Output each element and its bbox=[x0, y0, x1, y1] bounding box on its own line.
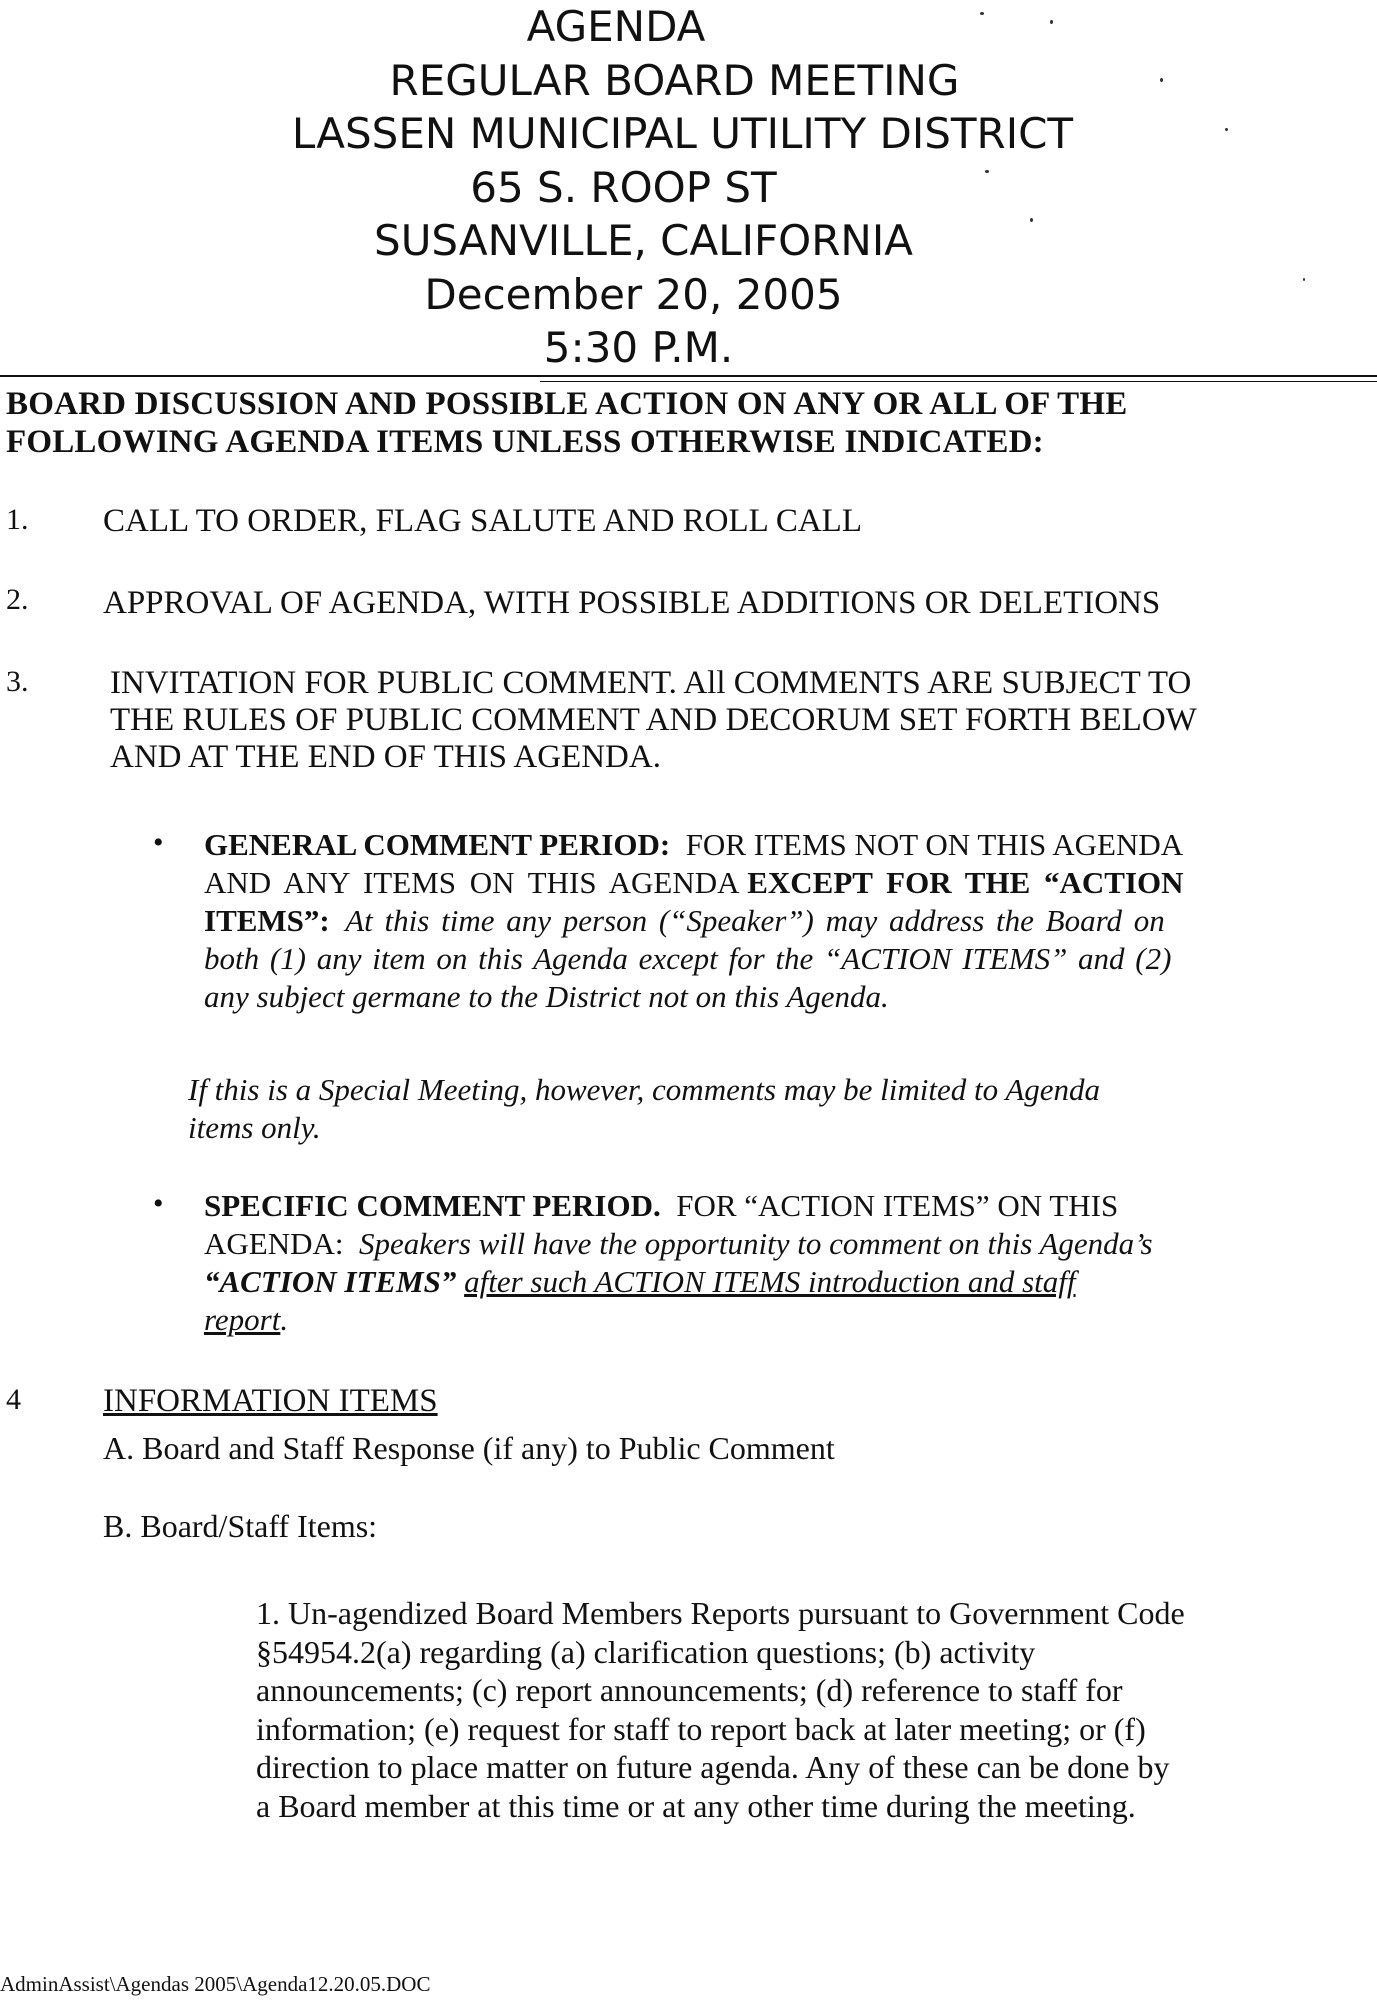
item-1-text: CALL TO ORDER, FLAG SALUTE AND ROLL CALL bbox=[103, 503, 862, 539]
specific-text-4: report bbox=[204, 1302, 281, 1337]
document-header bbox=[0, 0, 1377, 375]
title-city: SUSANVILLE, CALIFORNIA bbox=[374, 216, 913, 265]
board-reports-line-1: 1. Un-agendized Board Members Reports pursuant to Government Code bbox=[256, 1595, 1185, 1631]
intro-statement bbox=[6, 385, 1366, 461]
board-reports-line-2: §54954.2(a) regarding (a) clarification questions; (b) activity bbox=[256, 1633, 1036, 1670]
specific-text-3b: after such ACTION ITEMS introduction and staff bbox=[464, 1264, 1076, 1299]
item-3-text bbox=[110, 665, 1197, 776]
title-meeting-type: REGULAR BOARD MEETING bbox=[389, 55, 960, 105]
item-4-number: 4 bbox=[6, 1383, 21, 1416]
general-text-2a: AND ANY ITEMS ON THIS AGENDA bbox=[204, 865, 740, 900]
specific-comment-period bbox=[204, 1187, 1153, 1339]
item-1-number: 1. bbox=[6, 503, 29, 536]
title-organization: LASSEN MUNICIPAL UTILITY DISTRICT bbox=[291, 109, 1074, 158]
scan-speck bbox=[1303, 278, 1305, 281]
item-3-number: 3. bbox=[6, 665, 29, 698]
special-line-1: If this is a Special Meeting, however, comments may be limited to Agenda bbox=[188, 1072, 1101, 1107]
scan-speck bbox=[1030, 218, 1033, 222]
item-3-line-2: THE RULES OF PUBLIC COMMENT AND DECORUM SET FORTH BELOW bbox=[110, 702, 1197, 738]
specific-text-4-end: . bbox=[280, 1302, 289, 1337]
intro-line-2: FOLLOWING AGENDA ITEMS UNLESS OTHERWISE INDICATED: bbox=[6, 424, 1044, 460]
header-divider-inner bbox=[540, 381, 1377, 382]
item-3-line-3: AND AT THE END OF THIS AGENDA. bbox=[110, 739, 661, 775]
title-agenda: AGENDA bbox=[526, 2, 706, 51]
scan-speck bbox=[985, 170, 989, 173]
general-text-1: FOR ITEMS NOT ON THIS AGENDA bbox=[685, 827, 1184, 862]
general-line-4: both (1) any item on this Agenda except for the “ACTION ITEMS” and (2) bbox=[204, 941, 1172, 976]
bullet-icon: • bbox=[153, 1187, 164, 1220]
intro-line-1: BOARD DISCUSSION AND POSSIBLE ACTION ON ANY OR ALL OF THE bbox=[6, 386, 1128, 422]
information-item-b: B. Board/Staff Items: bbox=[103, 1508, 378, 1544]
general-text-2b: EXCEPT FOR THE “ACTION bbox=[747, 865, 1184, 900]
general-text-3a: ITEMS”: bbox=[204, 903, 330, 938]
specific-text-3a: “ACTION ITEMS” bbox=[204, 1264, 457, 1299]
board-reports-line-4: information; (e) request for staff to report back at later meeting; or (f) bbox=[256, 1710, 1146, 1747]
item-2-text: APPROVAL OF AGENDA, WITH POSSIBLE ADDITIONS OR DELETIONS bbox=[103, 585, 1161, 621]
file-path-footer: AdminAssist\Agendas 2005\Agenda12.20.05.DOC bbox=[0, 1972, 431, 1996]
specific-text-1: FOR “ACTION ITEMS” ON THIS bbox=[676, 1188, 1119, 1223]
special-line-2: items only. bbox=[188, 1110, 321, 1145]
scan-speck bbox=[1050, 20, 1053, 24]
general-heading: GENERAL COMMENT PERIOD: bbox=[204, 827, 671, 862]
header-divider bbox=[0, 375, 1377, 377]
scan-speck bbox=[1160, 78, 1163, 82]
information-item-a: A. Board and Staff Response (if any) to Public Comment bbox=[103, 1430, 835, 1466]
meeting-time: 5:30 P.M. bbox=[543, 323, 734, 372]
general-line-5: any subject germane to the District not on this Agenda. bbox=[204, 979, 889, 1014]
board-reports-paragraph bbox=[256, 1594, 1185, 1825]
scan-speck bbox=[980, 12, 984, 15]
information-items-title: INFORMATION ITEMS bbox=[103, 1383, 438, 1419]
title-address: 65 S. ROOP ST bbox=[470, 162, 777, 212]
specific-text-2b: Speakers will have the opportunity to comment on this Agenda’s bbox=[359, 1226, 1153, 1261]
bullet-icon: • bbox=[153, 826, 164, 859]
specific-text-2a: AGENDA: bbox=[204, 1226, 344, 1261]
board-reports-line-6: a Board member at this time or at any other time during the meeting. bbox=[256, 1787, 1136, 1824]
board-reports-line-5: direction to place matter on future agenda. Any of these can be done by bbox=[256, 1749, 1170, 1785]
board-reports-line-3: announcements; (c) report announcements; (d) reference to staff for bbox=[256, 1672, 1123, 1708]
specific-heading: SPECIFIC COMMENT PERIOD. bbox=[204, 1188, 661, 1223]
meeting-date: December 20, 2005 bbox=[424, 269, 843, 319]
general-comment-period bbox=[204, 826, 1184, 1016]
special-meeting-note bbox=[188, 1071, 1100, 1147]
general-text-3b: At this time any person (“Speaker”) may address the Board on bbox=[345, 903, 1165, 938]
item-3-line-1: INVITATION FOR PUBLIC COMMENT. All COMMENTS ARE SUBJECT TO bbox=[110, 665, 1192, 701]
item-2-number: 2. bbox=[6, 583, 29, 616]
scan-speck bbox=[1225, 128, 1228, 131]
